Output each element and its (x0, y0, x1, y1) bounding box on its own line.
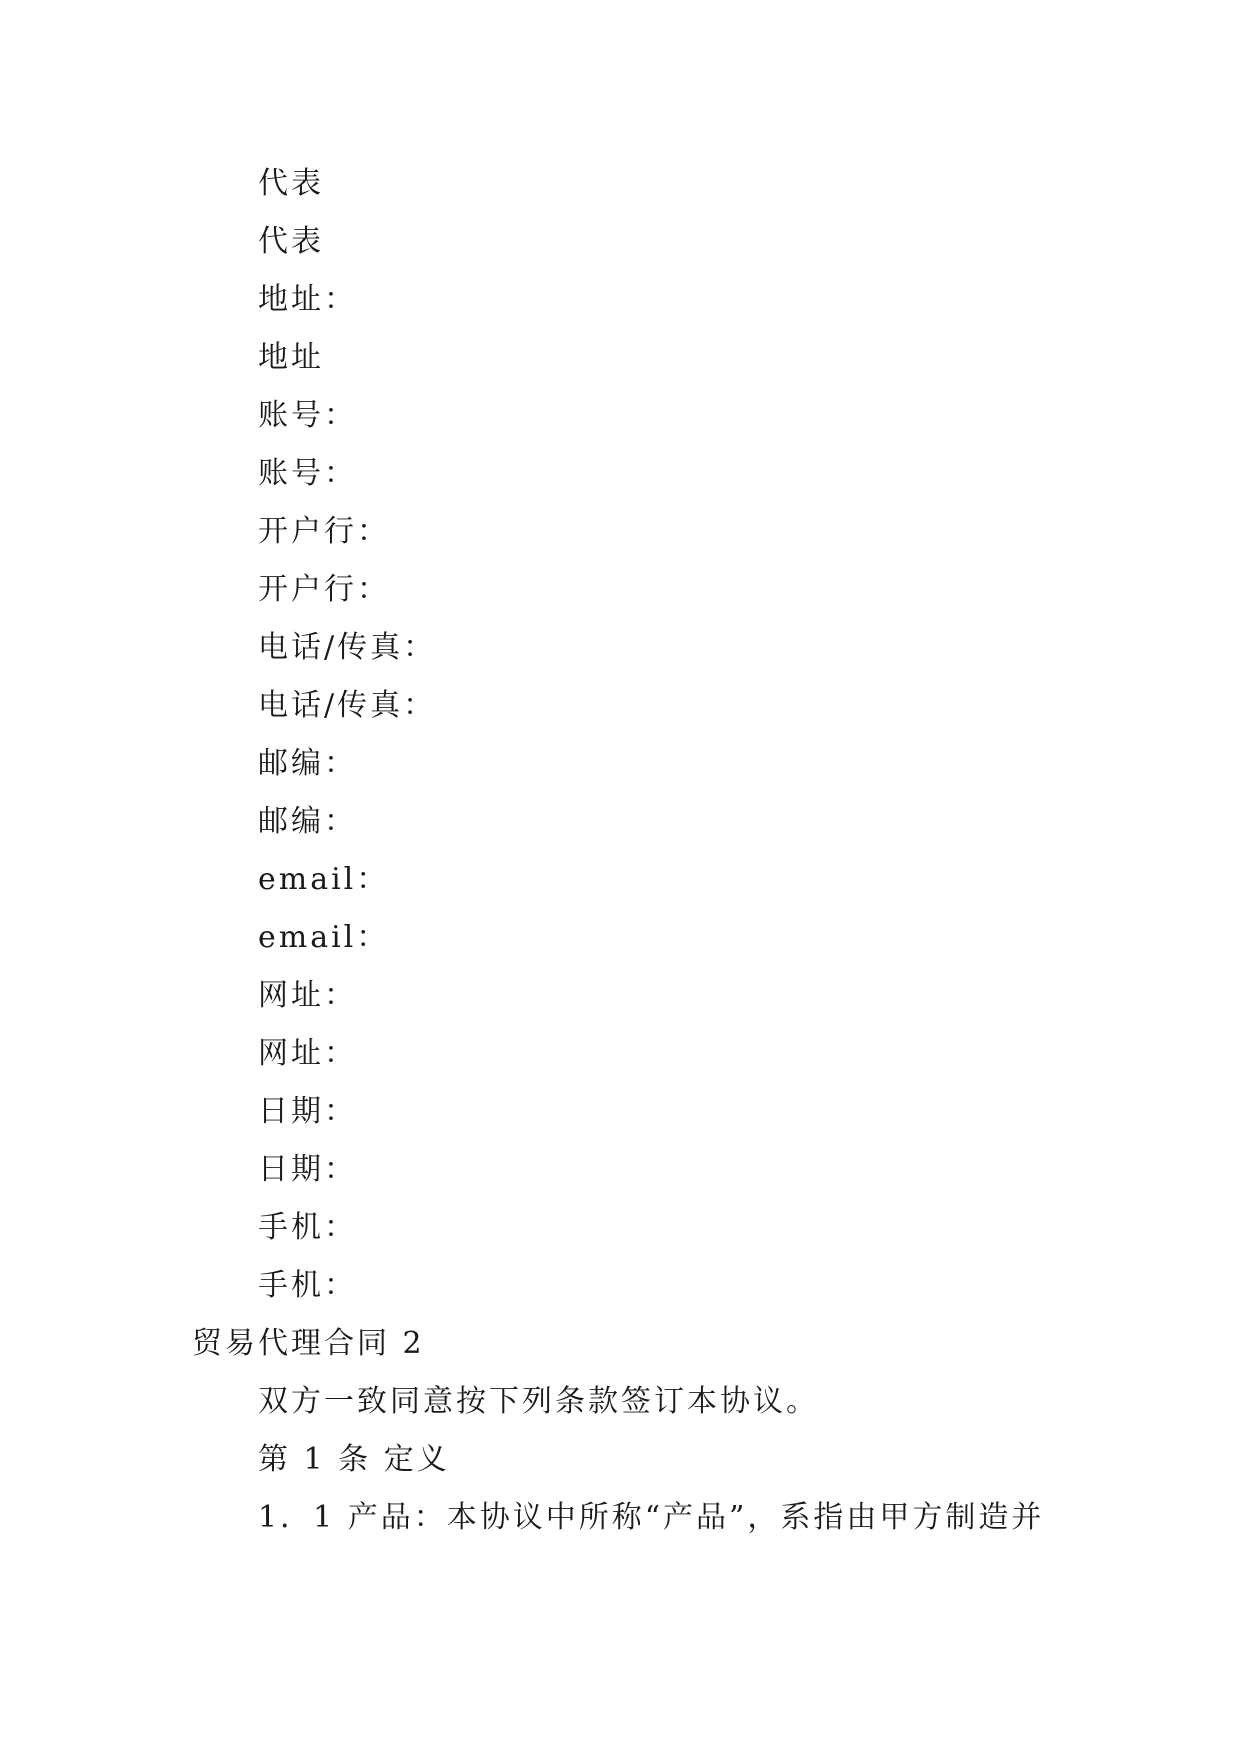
field-account-number: 账号： (258, 398, 357, 433)
field-representative: 代表 (258, 166, 324, 201)
article-heading: 第 1 条 定义 (258, 1442, 450, 1477)
field-email: email： (258, 862, 390, 897)
field-representative: 代表 (258, 224, 324, 259)
field-bank: 开户行： (258, 514, 390, 549)
field-account-number: 账号： (258, 456, 357, 491)
clause-paragraph: 1．1 产品：本协议中所称“产品”，系指由甲方制造并 (258, 1500, 1045, 1535)
field-website: 网址： (258, 978, 357, 1013)
field-address: 地址： (258, 282, 357, 317)
field-mobile: 手机： (258, 1268, 357, 1303)
field-postcode: 邮编： (258, 746, 357, 781)
field-postcode: 邮编： (258, 804, 357, 839)
field-bank: 开户行： (258, 572, 390, 607)
intro-paragraph: 双方一致同意按下列条款签订本协议。 (258, 1384, 819, 1419)
section-title: 贸易代理合同 2 (192, 1326, 425, 1361)
field-phone-fax: 电话/传真： (258, 630, 437, 665)
field-date: 日期： (258, 1152, 357, 1187)
field-phone-fax: 电话/传真： (258, 688, 437, 723)
field-email: email： (258, 920, 390, 955)
field-address: 地址 (258, 340, 324, 375)
field-website: 网址： (258, 1036, 357, 1071)
field-date: 日期： (258, 1094, 357, 1129)
field-mobile: 手机： (258, 1210, 357, 1245)
